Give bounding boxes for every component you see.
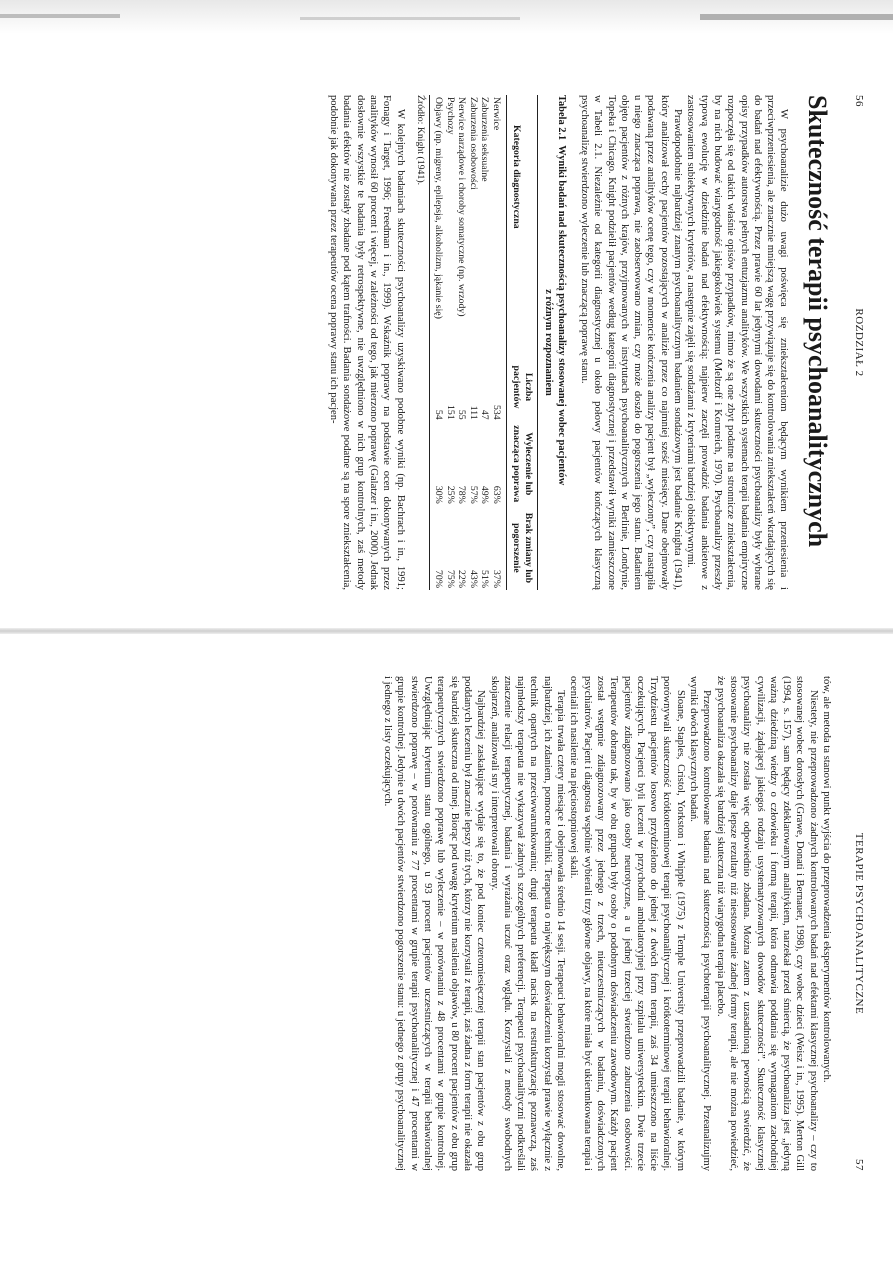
paragraph: tów, ale metoda ta stanowi punkt wyjścia do przeprowadzenia eksperymentów kontrolowanych.	[821, 676, 832, 1083]
cell-count: 151	[444, 405, 456, 420]
paragraph: W kolejnych badaniach skuteczności psychoanalizy uzyskiwano podobne wyniki (np. Bachrach i in., 1991; Fonagy i Target, 1996; Freedman i in., 1999). Wskaźnik poprawy na podstawie ocen dokonywanych przez analityków wynosił 60 procent i więcej, w zależności od tego, jak mierzono poprawę (Galatzer i in., 2000). Jednak dosłownie wszystkie te badania były retrospektywne, nie uwzględniono w nich grup kontrolnych, zaś metody badania efektów nie zostały zbadane pod kątem trafności. Badania sondażowe podatne są na spore zniekształcenia, podobnie jak dokonywana przez terapeutów ocena poprawy stanu ich pacjen-	[328, 95, 406, 590]
header-count: Liczba pacjentów	[506, 352, 537, 421]
cell-unchanged: 43%	[467, 570, 479, 588]
table-row	[444, 95, 456, 590]
table-caption-sub: z różnym rozpoznaniem	[542, 289, 554, 396]
cell-unchanged: 75%	[444, 570, 456, 588]
cell-unchanged: 51%	[479, 570, 491, 588]
cell-count: 54	[429, 352, 444, 421]
header-category: Kategoria diagnostyczna	[506, 95, 537, 352]
table-row	[479, 95, 491, 590]
cell-improved: 30%	[429, 422, 444, 506]
cell-category: Zaburzenia seksualne	[479, 97, 491, 182]
paragraph: Przeprowadzono kontrolowane badania nad skutecznością psychoterapii psychoanalitycznej. Przeanalizujmy wyniki dwóch klasycznych badań.	[688, 676, 713, 1171]
cell-improved: 57%	[467, 485, 479, 504]
cell-improved: 63%	[490, 485, 502, 504]
cell-unchanged: 70%	[429, 506, 444, 590]
cell-improved: 49%	[479, 485, 491, 504]
cell-count: 534	[490, 405, 502, 420]
table-caption	[542, 95, 568, 590]
right-running-head	[847, 676, 865, 1171]
page-number-right: 57	[853, 1159, 865, 1171]
paragraph: Sloane, Staples, Cristol, Yorkston i Whipple (1975) z Temple University przeprowadzili badanie, w którym porównywali skuteczność krótkoterminowej terapii psychoanalitycznej i krótkoterminowej terapii behawioralnej. Trzydziestu pacjentów losowo przydzielono do jednej z dwóch form terapii, zaś 34 umieszczono na liście oczekujących. Pacjenci byli leczeni w przychodni ambulatoryjnej przy szpitalu uniwersyteckim. Dwie trzecie pacjentów zdiagnozowano jako osoby neurotyczne, a u jednej trzeciej stwierdzono zaburzenia osobowości. Terapeutów dobrano tak, by w obu grupach były osoby o podobnym doświadczeniu zawodowym. Każdy pacjent został wstępnie zdiagnozowany przez jednego z trzech, nieuczestniczących w badaniu, doświadczonych psychiatrów. Pacjent i diagnosta wspólnie wybierali trzy główne objawy, na które miała być ukierunkowana terapia i oceniali ich nasilenie na pięciostopniowej skali.	[568, 676, 686, 1171]
page-number-left: 56	[853, 95, 865, 107]
cell-unchanged: 37%	[490, 570, 502, 588]
paragraph: Najbardziej zaskakujące wydaje się to, że pod koniec czteromiesięcznej terapii stan pacjentów z obu grup poddanych leczeniu był znacznie lepszy niż tych, którzy nie korzystali z terapii, zaś żadna z form terapii nie okazała się bardziej skuteczna od innej. Biorąc pod uwagę kryterium nasilenia objawów, u 80 procent pacjentów z obu grup terapeutycznych stwierdzono poprawę lub wyleczenie – w porównaniu z 48 procentami w grupie kontrolnej. Uwzględniając kryterium stanu ogólnego, u 93 procent pacjentów uczestniczących w terapii behawioralnej stwierdzono poprawę – w porównaniu z 77 procentami w grupie terapii psychoanalitycznej i 47 procentami w grupie kontrolnej. Jedynie u dwóch pacjentów stwierdzono pogorszenie stanu: u jednego z grupy psychoanalitycznej i jednego z listy oczekujących.	[382, 676, 487, 1171]
cell-unchanged: 22%	[456, 570, 468, 588]
cell-improved: 78%	[456, 485, 468, 504]
table-row	[456, 95, 468, 590]
table-header-row	[506, 95, 537, 590]
cell-count: 111	[467, 405, 479, 420]
cell-category: Nerwice	[490, 97, 502, 131]
header-unchanged: Brak zmiany lub pogorszenie	[506, 506, 537, 590]
running-head-section: TERAPIE PSYCHOANALITYCZNE	[853, 832, 865, 1015]
paragraph: Terapia trwała cztery miesiące i obejmowała średnio 14 sesji. Terapeuci behawioralni mogli stosować dowolne, najbardziej, ich zdaniem, pomocne techniki. Terapeuta o największym doświadczeniu korzystał prawie wyłącznie z technik opartych na przeciwwarunkowaniu; drugi terapeuta kładł nacisk na restrukturyzację poznawczą, zaś najmłodszy terapeuta nie wykazywał żadnych szczególnych preferencji. Terapeuci psychoanalityczni podkreślali znaczenie relacji terapeutycznej, badania i wyrażania uczuć oraz wglądu. Korzystali z metody swobodnych skojarzeń, analizowali sny i interpretowali obrony.	[488, 676, 567, 1171]
cell-category: Nerwice narządowe i choroby somatyczne (np. wrzody)	[456, 97, 468, 317]
cell-category: Psychozy	[444, 97, 456, 135]
cell-count: 55	[456, 409, 468, 420]
cell-category: Objawy (np. migreny, epilepsja, alkoholizm, jąkanie się)	[429, 95, 444, 352]
running-head-chapter: ROZDZIAŁ 2	[853, 308, 865, 377]
cell-count: 47	[479, 409, 491, 420]
table-row	[467, 95, 479, 590]
left-page	[0, 0, 893, 630]
paragraph: Prawdopodobnie najbardziej znanym psychoanalitycznym badaniem sondażowym jest badanie Knighta (1941), który analizował cechy pacjentów pozostających w analizie przez co najmniej sześć miesięcy. Dane obejmowały podawaną przez analityków ocenę tego, czy w momencie kończenia analizy pacjent był „wyleczony”, czy nastąpiła u niego znacząca poprawa, nie zaobserwowano zmian, czy może doszło do pogorszenia jego stanu. Badaniem objęto pacjentów z różnych krajów, przyjmowanych w instytutach psychoanalitycznych w Berlinie, Londynie, Topeka i Chicago. Knight podzielił pacjentów według kategorii diagnostycznej i przedstawił wyniki zamieszczone w Tabeli 2.1. Niezależnie od kategorii diagnostycznej u około połowy pacjentów kończących klasyczną psychoanalizę stwierdzono wyleczenie lub znaczącą poprawę stanu.	[578, 95, 684, 590]
table-caption-text: Wyniki badań nad skutecznością psychoanalizy stosowanej wobec pacjentów	[555, 145, 567, 486]
table-row	[429, 95, 444, 590]
right-page	[0, 632, 893, 1263]
table-source: Źródło: Knight (1941).	[414, 95, 426, 186]
paragraph: W psychoanalizie dużo uwagi poświęca się zniekształceniom będącym wynikiem przeniesienia i przeciwprzeniesienia, ale znacznie mniejszą wagę przywiązuje się do kontrolowania zniekształceń wkradających się do badań nad efektywnością. Przez prawie 60 lat jedynymi dowodami skuteczności psychoanalizy były wybrane opisy przypadków autorstwa pełnych entuzjazmu analityków. We wszystkich systemach terapii badania empiryczne rozpoczęła się od takich właśnie opisów przypadków, mimo że są one zbyt podatne na stronnicze zniekształcenia, by na nich budować wiarygodność jakiegokolwiek systemu (Meltzoff i Kornreich, 1970). Psychoanalizy przeszły typową ewolucję w dziedzinie badań nad efektywnością: najpierw zaczęli prowadzić badania ankietowe z zastosowaniem subiektywnych kryteriów, a następnie zajęli się sondażami z kryteriami bardziej obiektywnymi.	[685, 95, 790, 590]
cell-improved: 25%	[444, 485, 456, 504]
left-running-head	[847, 95, 865, 590]
chapter-title: Skuteczność terapii psychoanalitycznych	[803, 95, 832, 548]
paragraph: Niestety, nie przeprowadzono żadnych kontrolowanych badań nad efektami klasycznej psychoanalizy – czy to stosowanej wobec dorosłych (Grawe, Donati i Bernauer, 1998), czy wobec dzieci (Weisz i in., 1995). Merton Gill (1994, s. 157), sam będący zdeklarowanym analitykiem, narzekał przed śmiercią, że psychoanaliza jest „jedyną ważną dziedziną wiedzy o człowieku i formą terapii, która odmawia poddania się wymaganiom zachodniej cywilizacji, żądającej jakiegoś rodzaju usystematyzowanych dowodów skuteczności”. Skuteczność klasycznej psychoanalizy nie została więc odpowiednio zbadana. Można zatem z uzasadnioną pewnością stwierdzić, że stosowanie psychoanalizy daje lepsze rezultaty niż niestosowanie żadnej formy terapii, ale nie można powiedzieć, że psychoanaliza okazała się bardziej skuteczna niż wiarygodna terapia placebo.	[714, 676, 819, 1171]
results-table	[429, 95, 538, 590]
table-row	[490, 95, 506, 590]
table-caption-label: Tabela 2.1	[555, 95, 567, 141]
header-improved: Wyleczenie lub znacząca poprawa	[506, 422, 537, 506]
cell-category: Zaburzenia osobowości	[467, 97, 479, 190]
